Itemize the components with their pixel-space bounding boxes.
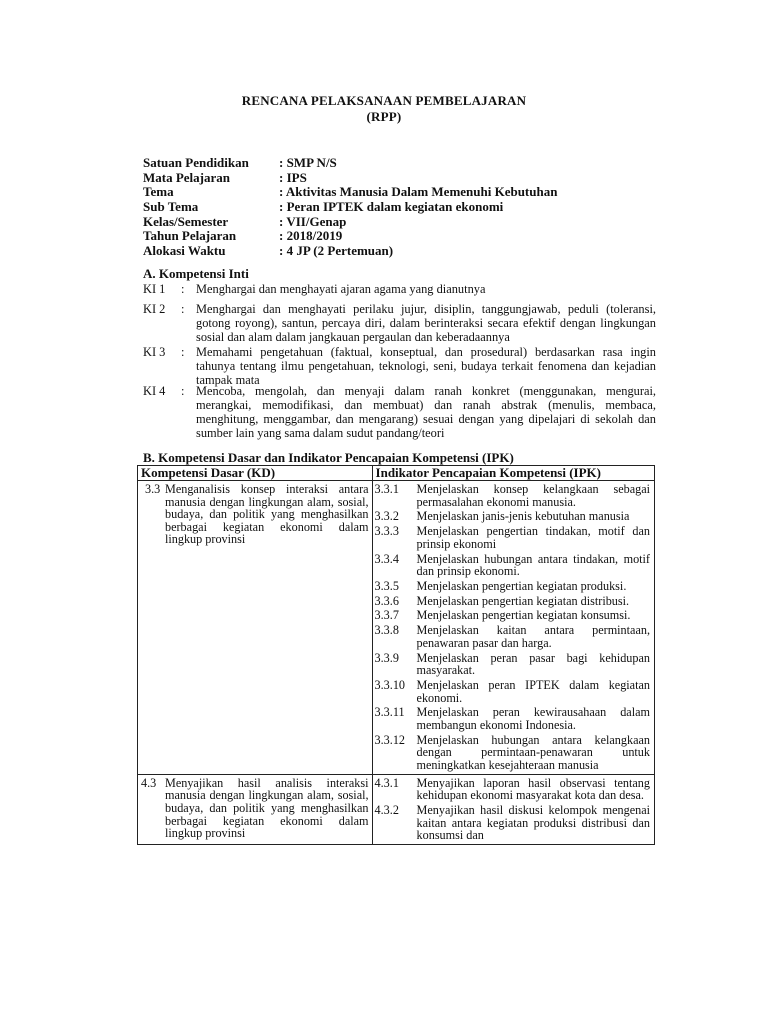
ipk-text: Menjelaskan konsep kelangkaan sebagai permasalahan ekonomi manusia. (416, 482, 650, 509)
ipk-text: Menjelaskan peran kewirausahaan dalam membangun ekonomi Indonesia. (416, 705, 650, 732)
ki-item (143, 384, 656, 440)
ipk-item (373, 652, 654, 677)
identity-value: : Aktivitas Manusia Dalam Memenuhi Kebutuhan (279, 184, 558, 200)
ipk-number: 3.3.5 (374, 578, 399, 593)
ipk-text: Menjelaskan pengertian kegiatan produksi. (416, 578, 627, 593)
identity-label: Sub Tema (143, 199, 199, 215)
ki-code: KI 4 (143, 384, 166, 398)
section-a-heading: A. Kompetensi Inti (143, 266, 249, 281)
ipk-number: 3.3.9 (374, 650, 399, 665)
ki-text: Menghargai dan menghayati ajaran agama yang dianutnya (196, 282, 486, 296)
ipk-number: 3.3.1 (374, 482, 399, 496)
ki-colon: : (181, 282, 185, 296)
identity-value: : VII/Genap (279, 213, 347, 229)
ki-code: KI 3 (143, 345, 166, 359)
ipk-cell (372, 774, 654, 844)
ipk-number: 3.3.6 (374, 593, 399, 608)
identity-value: : 4 JP (2 Pertemuan) (279, 243, 394, 259)
ipk-number: 3.3.11 (374, 705, 405, 720)
ipk-item (373, 679, 654, 704)
ipk-text: Menjelaskan pengertian kegiatan konsumsi. (416, 608, 631, 623)
kd-cell (138, 774, 373, 844)
ki-text: Menghargai dan menghayati perilaku jujur, disiplin, tanggungjawab, peduli (toleransi, gotong royong), santun, percaya diri, dalam berinteraksi secara efektif dengan lingkungan sosial dan alam dalam jangkauan pergaulan dan keberadaannya (196, 302, 656, 344)
ipk-item (373, 580, 654, 593)
ipk-text: Menjelaskan janis-jenis kebutuhan manusia (416, 509, 630, 524)
ki-code: KI 1 (143, 282, 166, 296)
identity-label: Tahun Pelajaran (143, 228, 237, 244)
ipk-item (373, 595, 654, 608)
ipk-item (373, 510, 654, 523)
kd-cell (138, 481, 373, 775)
kd-ipk-table (137, 465, 655, 845)
ipk-number: 3.3.4 (374, 551, 399, 566)
ipk-number: 3.3.12 (374, 732, 405, 747)
ki-item (143, 282, 656, 296)
identity-label: Alokasi Waktu (143, 243, 226, 259)
identity-value: : IPS (279, 169, 307, 185)
ipk-text: Menjelaskan pengertian tindakan, motif dan prinsip ekonomi (416, 524, 650, 551)
kd-number: 3.3 (145, 482, 161, 496)
ipk-number: 3.3.2 (374, 509, 399, 524)
ipk-text: Menjelaskan hubungan antara kelangkaan dengan permintaan-penawaran untuk meningkatkan kesejahteraan manusia (416, 732, 650, 772)
ipk-number: 3.3.10 (374, 678, 405, 692)
ipk-item (373, 609, 654, 622)
identity-label: Mata Pelajaran (143, 169, 231, 185)
ipk-number: 4.3.1 (374, 775, 399, 790)
ipk-item (373, 624, 654, 649)
identity-label: Satuan Pendidikan (143, 155, 249, 170)
ipk-item (373, 483, 654, 508)
section-b-heading: B. Kompetensi Dasar dan Indikator Pencapaian Kompetensi (IPK) (143, 450, 514, 465)
ipk-number: 4.3.2 (374, 803, 399, 818)
kd-text: Menganalisis konsep interaksi antara manusia dengan lingkungan alam, sosial, budaya, dan politik yang menghasilkan berbagai kegiatan ekonomi dalam lingkup provinsi (165, 482, 369, 547)
ipk-number: 3.3.7 (374, 608, 399, 623)
ipk-item (373, 734, 654, 772)
ipk-text: Menjelaskan kaitan antara permintaan, penawaran pasar dan harga. (416, 623, 650, 650)
identity-value: : 2018/2019 (279, 228, 343, 244)
ki-code: KI 2 (143, 302, 166, 316)
ipk-text: Menjelaskan peran pasar bagi kehidupan masyarakat. (416, 650, 650, 678)
table-row (138, 481, 655, 775)
identity-value: : SMP N/S (279, 155, 337, 170)
ki-colon: : (181, 302, 185, 316)
column-header-kd: Kompetensi Dasar (KD) (138, 466, 373, 481)
ipk-item (373, 804, 654, 842)
ki-item (143, 302, 656, 344)
column-header-ipk: Indikator Pencapaian Kompetensi (IPK) (372, 466, 654, 481)
ipk-item (373, 706, 654, 731)
ipk-item (373, 777, 654, 802)
ipk-text: Menyajikan laporan hasil observasi tentang kehidupan ekonomi masyarakat kota dan desa. (416, 775, 650, 803)
document-title: RENCANA PELAKSANAAN PEMBELAJARAN (241, 93, 527, 108)
document-subtitle: (RPP) (366, 109, 402, 124)
identity-label: Tema (143, 184, 174, 200)
ipk-text: Menyajikan hasil diskusi kelompok mengenai kaitan antara kegiatan produksi distribusi dan konsumsi dan (416, 803, 650, 843)
table-row (138, 774, 655, 844)
ipk-text: Menjelaskan pengertian kegiatan distribusi. (416, 593, 630, 608)
ipk-number: 3.3.8 (374, 623, 399, 638)
ki-colon: : (181, 384, 185, 398)
ipk-item (373, 553, 654, 578)
ki-colon: : (181, 345, 185, 359)
ipk-number: 3.3.3 (374, 524, 399, 539)
ipk-text: Menjelaskan peran IPTEK dalam kegiatan ekonomi. (416, 678, 650, 705)
kd-text: Menyajikan hasil analisis interaksi manusia dengan lingkungan alam, sosial, budaya, dan politik yang menghasilkan berbagai kegiatan ekonomi dalam lingkup provinsi (165, 775, 369, 841)
ki-text: Mencoba, mengolah, dan menyaji dalam ranah konkret (menggunakan, mengurai, merangkai, memodifikasi, dan membuat) dan ranah abstrak (menulis, membaca, menghitung, menggambar, dan mengarang) sesuai dengan yang dipelajari di sekolah dan sumber lain yang sama dalam sudut pandang/teori (196, 384, 656, 440)
table-header-row (138, 466, 655, 481)
kd-number: 4.3 (141, 775, 157, 790)
ki-text: Memahami pengetahuan (faktual, konseptual, dan prosedural) berdasarkan rasa ingin tahunya tentang ilmu pengetahuan, teknologi, seni, budaya terkait fenomena dan kejadian tampak mata (196, 345, 656, 387)
ipk-item (373, 525, 654, 550)
ipk-cell (372, 481, 654, 775)
ipk-text: Menjelaskan hubungan antara tindakan, motif dan prinsip ekonomi. (416, 551, 650, 579)
identity-value: : Peran IPTEK dalam kegiatan ekonomi (279, 199, 504, 215)
ki-item (143, 345, 656, 387)
identity-label: Kelas/Semester (143, 213, 229, 229)
